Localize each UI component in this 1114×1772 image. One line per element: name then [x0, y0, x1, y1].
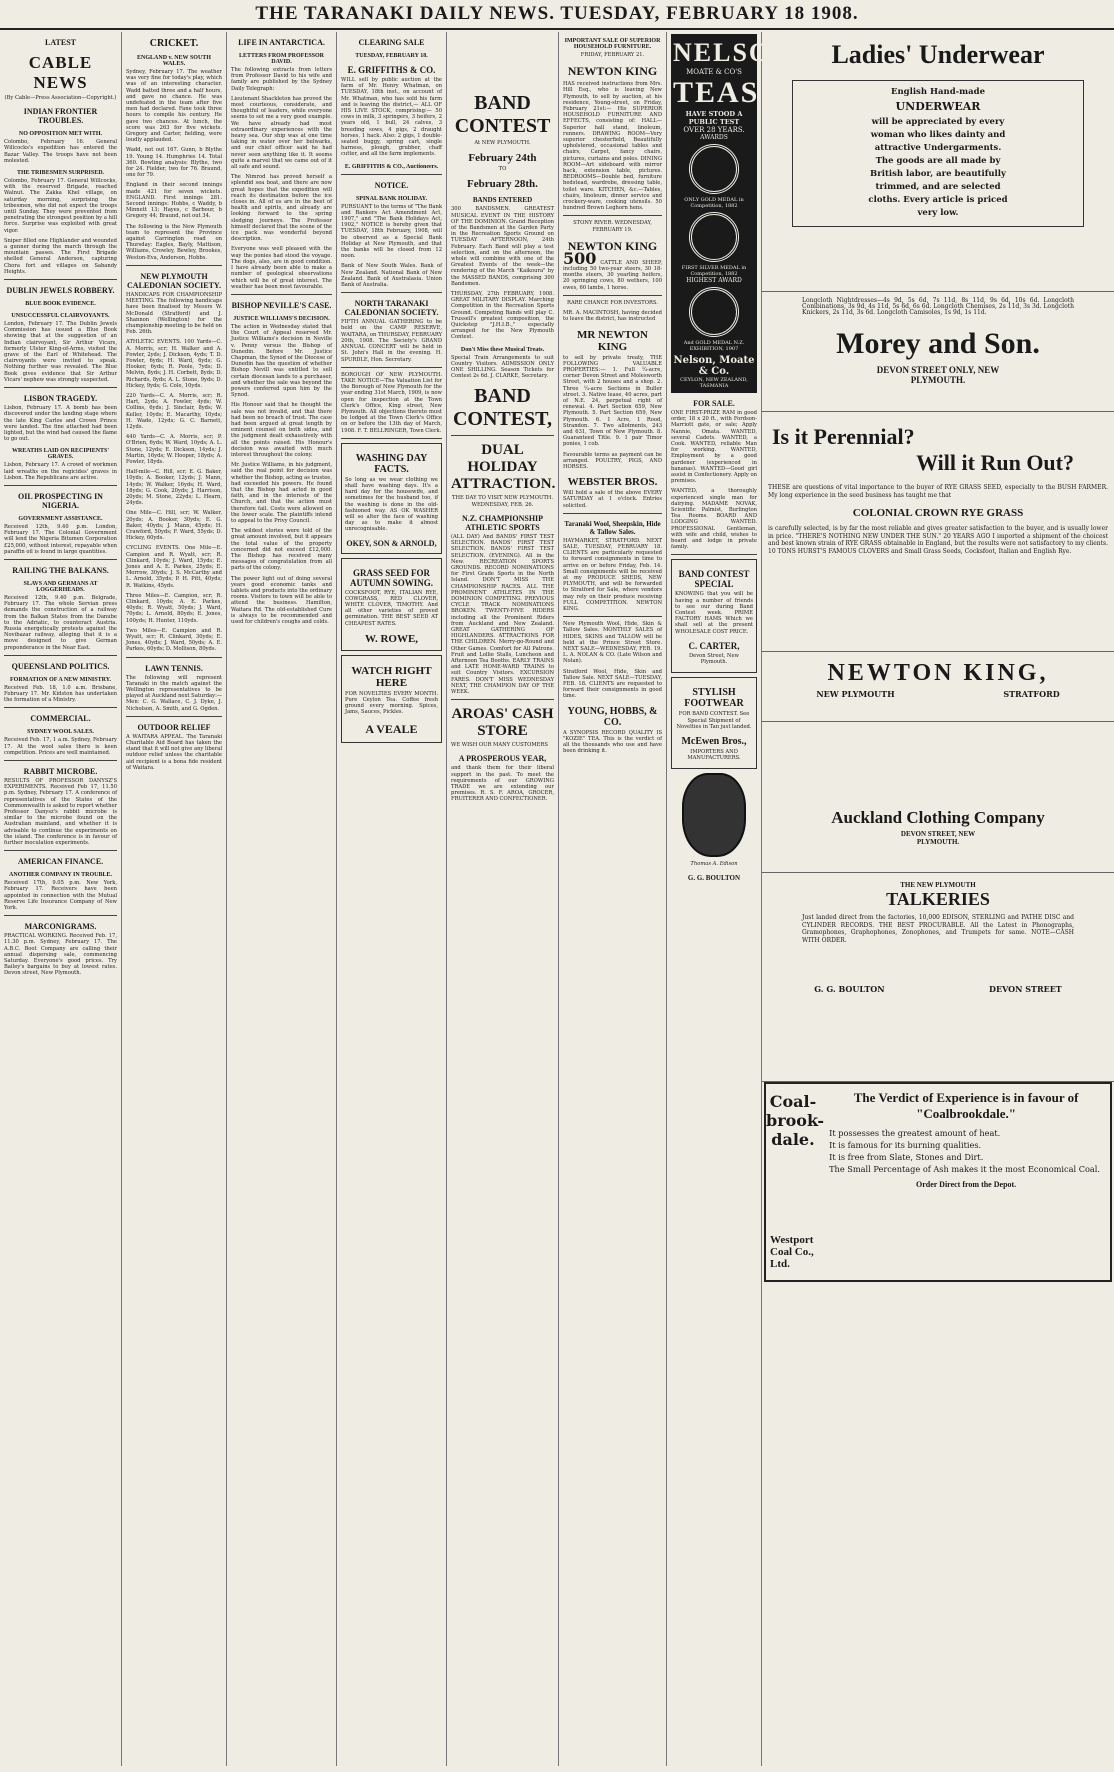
latest-label: LATEST [45, 38, 76, 47]
grass-seed-title: GRASS SEED FOR AUTUMN SOWING. [349, 567, 433, 588]
nelson-teas: TEAS [673, 76, 760, 109]
snippet: WREATHS LAID ON RECIPIENTS' GRAVES. [11, 448, 110, 461]
notice-subtitle: SPINAL BANK HOLIDAY. [355, 195, 428, 202]
medal-icon [689, 144, 739, 194]
column-nelson-teas: NELSON MOATE & CO'S TEAS HAVE STOOD A PUBLIC TEST OVER 28 YEARS. AWARDS ONLY GOLD MEDAL in Competition, 1882 FIRST SILVER MEDAL in Competition, 1882 HIGHEST AWARD And GOLD MEDAL N.Z. EXHIBITION, 1907 Nelson, Moate & Co. CEYLON, NEW ZEALAND, TASMANIA FOR SALE. ONE FIRST-PRIZE RAM in good order, 18 x 20 ft., with Fordson-Marriott gate, or sale; Apply Nannie, Omata. WANTED, several Cadets. WANTED, a Cook. WANTED, reliable Man for working. WANTED, Employment by a good gardener (experienced in bananas). WANTED—Good girl assist in Confectionery. Apply on premises. WANTED, a thoroughly experienced single man for dairying. MADAME NOVAK, Scientific Palmist, Burlington Tea Rooms. BOARD AND LODGING WANTED. PROFESSIONAL Gentleman, with wife and child, wishes to board and lodge in private family. BAND CONTEST SPECIAL KNOWING that you will be having a number of friends to see our during Band Contest week. PRIME FACTORY HAMS Which we shall sell at the present WHOLESALE COST PRICE. C. CARTER, Devon Street, New Plymouth. STYLISH FOOTWEAR FOR BAND CONTEST. See Special Shipment of Novelties in Tan just landed. McEwen Bros., IMPORTERS AND MANUFACTURERS. Thomas A. Edison G. G. BOULTON [667, 32, 762, 1766]
nelson-years: OVER 28 YEARS. [683, 126, 745, 134]
coal-verdict: The Verdict of Experience is in favour of "Coalbrookdale." [853, 1090, 1079, 1121]
bishop-neville-title: BISHOP NEVILLE'S CASE. [231, 300, 332, 310]
bishop-neville-subtitle: JUSTICE WILLIAMS'S DECISION. [233, 315, 330, 322]
auckland-clothing: Auckland Clothing Company [831, 808, 1045, 827]
newton-king-2: NEWTON KING [567, 238, 658, 253]
w-rowe: W. ROWE, [364, 632, 419, 645]
heading-oil: OIL PROSPECTING IN NIGERIA. [18, 491, 103, 510]
band-date-start: February 24th [468, 152, 537, 165]
washing-day-title: WASHING DAY FACTS. [355, 452, 428, 475]
underwear-line: will be appreciated by every [871, 117, 1005, 127]
snippet: ANOTHER COMPANY IN TROUBLE. [9, 872, 112, 879]
hand-made-label: English Hand-made [890, 87, 986, 97]
heading-commercial: COMMERCIAL. [30, 714, 91, 724]
caledonian-title: NEW PLYMOUTH CALEDONIAN SOCIETY. [127, 271, 221, 290]
boulton-name: G. G. BOULTON [814, 984, 885, 994]
c-carter: C. CARTER, [688, 640, 740, 651]
column-sale-notices: CLEARING SALE TUESDAY, FEBRUARY 18. E. GRIFFITHS & CO. WILL sell by public auction at the farm of Mr. Henry Whatman, on TUESDAY, 18th inst., on account of Mr. Whatman, who has sold his farm and is leaving the district,— ALL OF HIS LIVE STOCK, comprising:— 50 cows in milk, 3 springers, 3 heifers, 2 years old, 1 bull, 24 calves, 3 breeding sows, 4 pigs, 2 draught horses, 1 hack. Also: 2 gigs, 1 double-seated buggy, spring cart, single harness, plough, grubber, chaff cutter, and all the farm implements. E. GRIFFITHS & CO., Auctioneers. NOTICE. SPINAL BANK HOLIDAY. PURSUANT to the terms of "The Bank and Bankers Act Amendment Act, 1907," and "The Bank Holidays Act, 1902," NOTICE is hereby given that TUESDAY, 18th February, 1908, will be observed as a Special Bank Holiday at New Plymouth, and that the banks will be closed from 12 noon. Bank of New South Wales. Bank of New Zealand. National Bank of New Zealand. Bank of Australasia. Union Bank of Australia. NORTH TARANAKI CALEDONIAN SOCIETY. FIFTH ANNUAL GATHERING to be held on the CAMP RESERVE, WAITARA, on THURSDAY, FEBRUARY 20th, 1908. The Society's GRAND ANNUAL CONCERT will be held in St. John's Hall in the evening. H. SPURDLE, Hon. Secretary. BOROUGH OF NEW PLYMOUTH. TAKE NOTICE—The Valuation List for the Borough of New Plymouth for the year ending 31st March, 1909, is now open for inspection at the Town Clerk's Office, King street, New Plymouth. All objections thereto must be lodged at the Town Clerk's Office on or before the 13th day of March, 1908. F. T. BELLRINGER, Town Clerk. WASHING DAY FACTS. So long as we wear clothing we shall have washing days. It's a hard day for the housewife, and sometimes for the husband too, if the washing is done in the old-fashioned way. AS OK WASHER will so alter the face of washing day as to make it almost unrecognisable. OKEY, SON & ARNOLD, GRASS SEED FOR AUTUMN SOWING. COCKSFOOT, RYE, ITALIAN RYE, COWGRASS, RED CLOVER, WHITE CLOVER, TIMOTHY. And all other varieties of proved germination. THE BEST SEED AT CHEAPEST RATES. W. ROWE, WATCH RIGHT HERE FOR NOVELTIES EVERY MONTH. Pure Ceylon Tea. Coffee fresh ground every morning. Spices, Jams, Sauces, Pickles. A VEALE [337, 32, 447, 1766]
underwear-line: attractive Undergarments. [874, 143, 1002, 153]
mcewen-bros: McEwen Bros., [681, 735, 747, 747]
heading-american-finance: AMERICAN FINANCE. [17, 857, 104, 867]
snippet: UNSUCCESSFUL CLAIRVOYANTS. [11, 313, 110, 320]
newton-king-ad [762, 652, 1114, 722]
newton-king-1: NEWTON KING [567, 64, 658, 79]
webster-bros: WEBSTER BROS. [567, 476, 658, 489]
clearing-sale-title: CLEARING SALE [358, 38, 425, 47]
for-sale-title: FOR SALE. [693, 399, 735, 408]
newton-location-2: STRATFORD [1003, 689, 1060, 699]
cable-news-title: CABLE NEWS [28, 53, 93, 92]
column-band-contest: BAND CONTEST At NEW PLYMOUTH. February 24th TO February 28th. BANDS ENTERED 300 BANDSMEN. GREATEST MUSICAL EVENT IN THE HISTORY OF THE DOMINION. Grand Reception of the Bandsmen at the Garden Party in the Recreation Sports Ground on TUESDAY AFTERNOON, 24th February. Each Band will play a test selection, and on the afternoon, the whole will combine with one of the Greatest Events of the week—the rendering of the March "Kaikoura" by the MASSED BANDS, comprising 300 Bandsmen. THURSDAY, 27th FEBRUARY, 1908. GREAT MILITARY DISPLAY. Marching Competition in the Recreation Sports Ground. Competing Bands will play C. Trussell's greatest composition, the Quickstep "J.H.I.B.," especially arranged for the New Plymouth Contest. Don't Miss these Musical Treats. Special Train Arrangements to suit Country Visitors. ADMISSION ONLY ONE SHILLING. Season Tickets for Contest 2s 6d. J. CLARKE, Secretary. BAND CONTEST, DUAL HOLIDAY ATTRACTION. THE DAY TO VISIT NEW PLYMOUTH. WEDNESDAY, FEB. 26. N.Z. CHAMPIONSHIP ATHLETIC SPORTS (ALL DAY) And BANDS' FIRST TEST SELECTION. BANDS' FIRST TEST SELECTION. BANDS' FIRST TEST SELECTION. (EVENING). All in the New. RECREATION SPORTS GROUNDS. RECORD NOMINATIONS for First Grade Sports in the North Island. DON'T MISS THE CHAMPIONSHIP RACES. ALL THE PROMINENT ATHLETES IN THE DOMINION COMPETING. PREVIOUS CYCLE TRACK NOMINATIONS BROKEN. TWENTY-FIVE RIDERS including all the Prominent Riders from Auckland and New Zealand. GREAT GATHERING OF HIGHLANDERS. ATTRACTIONS FOR THE CHILDREN. Merry-go-Round and Other Games. Comfort for All Patrons. Fruit and Lollie Stalls, Luncheon and Afternoon Tea Booths. EARLY TRAINS and LATE HOME-WARD TRAINS to suit Country Visitors. EXCURSION FARES. DON'T MISS WEDNESDAY NEXT, THE CHAMPION DAY OF THE WEEK. AROAS' CASH STORE WE WISH OUR MANY CUSTOMERS A PROSPEROUS YEAR, and thank them for their liberal support in the past. To meet the requirements of our GROWING TRADE we are extending our premises. R. S. F. AROA, GROCER, FRUITERER AND CONFECTIONER. [447, 32, 559, 1766]
edison-portrait-icon [682, 773, 746, 857]
snippet: THE TRIBESMEN SURPRISED. [16, 170, 105, 177]
auckland-address: DEVON STREET, NEW PLYMOUTH. [900, 830, 976, 846]
snippet: BLUE BOOK EVIDENCE. [25, 301, 96, 308]
masthead-title: THE TARANAKI DAILY NEWS. TUESDAY, FEBRUARY 18 1908. [255, 3, 859, 24]
coal-order: Order Direct from the Depot. [915, 1180, 1017, 1189]
stylish-footwear: STYLISH FOOTWEAR [684, 687, 744, 710]
clearing-sale-date: TUESDAY, FEBRUARY 18. [355, 53, 428, 59]
snippet: NO OPPOSITION MET WITH. [18, 131, 103, 138]
medal-icon [689, 287, 739, 337]
coal-bullet: It is famous for its burning qualities. [829, 1140, 982, 1150]
heading-queensland: QUEENSLAND POLITICS. [11, 661, 110, 671]
antarctica-title: LIFE IN ANTARCTICA. [238, 38, 325, 47]
newton-location-1: NEW PLYMOUTH [816, 689, 895, 699]
heading-rabbit: RABBIT MICROBE. [23, 766, 98, 776]
masthead [0, 0, 1114, 30]
auckland-clothing-ad [762, 808, 1114, 868]
article-text: Colombo, February 16. General Willcocks's expedition has entered the Bazar Valley. The troops have not been molested. [4, 139, 117, 164]
underwear-line: very low. [917, 208, 959, 218]
snippet: SLAVS AND GERMANS AT LOGGERHEADS. [23, 580, 98, 593]
morey-address: DEVON STREET ONLY, NEW PLYMOUTH. [876, 364, 1000, 385]
column-cable-news: LATEST CABLE NEWS (By Cable—Press Association—Copyright.) INDIAN FRONTIER TROUBLES. NO OPPOSITION MET WITH. Colombo, February 16. General Willcocks's expedition has entered the Bazar Valley. The troops have not been molested. THE TRIBESMEN SURPRISED. Colombo, February 17. General Willcocks, with the reserved Brigade, reached Walnut. The Zakka Khel village, on saturday morning, surprising the tribesmen, who did not expect the troops until Sunday. They were prevented from penetrating the strongest position by a hill force. Surprise was exploited with great vigor. Sniper filled one Highlander and wounded a gunner during the march through the mountain passes. The First Brigade shelled General Anderson, capturing Chora fort and villages on Sabandy Heights. DUBLIN JEWELS ROBBERY. BLUE BOOK EVIDENCE. UNSUCCESSFUL CLAIRVOYANTS. London, February 17. The Dublin Jewels Commission has issued a Blue Book showing that at the suggestion of an Indian clairvoyant, Sir Arthur Vicars, formerly Ulster King-of-Arms, visited the grave of the Earl of Whitehead. The clairvoyants were invited to speak. Nothing further was revealed. The Blue Book gives evidence that Sir Arthur Vicars' nephew was strongly suspected. LISBON TRAGEDY. Lisbon, February 17. A bomb has been discovered under the landing stage where the late King Carlos and Crown Prince were landed. The fine attached had been lighted, but the wind had caused the flame to go out. WREATHS LAID ON RECIPIENTS' GRAVES. Lisbon, February 17. A crowd of workmen laid wreaths on the regicides' graves in Lisbon. The Republicans are active. OIL PROSPECTING IN NIGERIA. GOVERNMENT ASSISTANCE. Received 12th, 9.40 p.m. London, February 17. The Colonial Government will lend the Nigeria Bitumen Corporation £25,000, without interest, repayable when paraffin oil is found in large quantities. RAILING THE BALKANS. SLAVS AND GERMANS AT LOGGERHEADS. Received 12th, 9.40 p.m. Belgrade, February 17. The whole Servian press demands the construction of a railway from the Balkan States from the Danube to the Adriatic, to counteract Austria. Russia energetically protests against the Novibazar railway, alleging that it is a move designed to give German preponderance in the Near East. QUEENSLAND POLITICS. FORMATION OF A NEW MINISTRY. Received Feb. 18, 1.0 a.m. Brisbane, February 17. Mr. Kidston has undertaken the formation of a Ministry. COMMERCIAL. SYDNEY WOOL SALES. Received Feb. 17, 1 a.m. Sydney, February 17. At the wool sales there is keen competition. Prices are well maintained. RABBIT MICROBE. RESULTS OF PROFESSOR DANYSZ'S EXPERIMENTS. Received Feb 17, 11.50 p.m. Sydney, February 17. A conference of representatives of the States of the Commonwealth is asked to report whether Professor Danysz's rabbit microbe is similar to the microbe found on the Australian mainland, and whether it is advisable to continue the experiments on the island. The conference is in favour of further inoculation experiments. AMERICAN FINANCE. ANOTHER COMPANY IN TROUBLE. Received 17th, 9.05 p.m. New York, February 17. Receivers have been appointed in connection with the Mutual Reserve Life Insurance Company of New York. MARCONIGRAMS. PRACTICAL WORKING. Received Feb. 17, 11.30 p.m. Sydney, February 17. The A.B.C. Boot Company are calling their annual dispersing sale, commencing Saturday. Everyone's good prices. Try Bailey's bargains to buy at lowest rates. Devon street, New Plymouth. [0, 32, 122, 1766]
talkeries-ad: THE NEW PLYMOUTH TALKERIES Just landed direct from the factories, 10,000 EDISON, STERLING and PATHE DISC and CYLINDER RECORDS. THE BEST PROCURABLE. All the Latest in Phonographs, Gramophones, Graphophones, Zonophones, and Trumpets for same. NOTE—CASH WITH ORDER. G. G. BOULTON DEVON STREET [762, 872, 1114, 1082]
sheep-count: 500 [563, 248, 597, 268]
morey-ad: Longcloth Nightdresses—4s 9d, 5s 6d, 7s 11d, 8s 11d, 9s 6d, 10s 6d. Longcloth Combinations, 3s 9d, 4s 11d, 5s 6d, 6s 6d. Longcloth Chemises, 2s 11d, 3s 3d. Longcloth Knickers, 2s 11d, 3s 6d. Longcloth Camisoles, 1s 9d, 1s 11d. Morey and Son. DEVON STREET ONLY, NEW PLYMOUTH. [762, 292, 1114, 412]
okey-arnold: OKEY, SON & ARNOLD, [346, 538, 437, 548]
column-right-ads [762, 32, 1114, 1766]
nelson-public-test: HAVE STOOD A PUBLIC TEST [685, 110, 743, 126]
snippet: FORMATION OF A NEW MINISTRY. [10, 676, 111, 683]
coal-bullet: It possesses the greatest amount of heat. [829, 1128, 1001, 1138]
cricket-title: CRICKET. [149, 38, 199, 49]
column-antarctica: LIFE IN ANTARCTICA. LETTERS FROM PROFESSOR DAVID. The following extracts from letters from Professor David to his wife and family are published by the Sydney Daily Telegraph: Lieutenant Shackleton has proved the most courteous, considerate, and thoughtful of leaders, while everyone seems to set me a very good example. We have already had most extraordinary experiences with the heavy sea. Our ship was at one time taking in water over her bulwarks, and our chief officer said he had never seen anything like it. It seems quite a marvel that we came out of it all safe and sound. The Nimrod has proved herself a splendid sea boat, and there are now great hopes that the expedition will reach its destination before the ice closes in. All of us are in the best of health and spirits, and already are looking forward to the spring sledging journeys. The Professor himself declared that the scene of the ice pack was wonderful beyond description. Everyone was well pleased with the way the ponies had stood the voyage. The dogs, also, are in good condition. I have already been able to make a number of geological observations which will be of great interest. The weather has been most favourable. BISHOP NEVILLE'S CASE. JUSTICE WILLIAMS'S DECISION. The action in Wednesday stated that the Court of Appeal reserved Mr. Justice Williams's decision in Neville v. Penny versus the Bishop of Dunedin. Before Mr. Justice Chapman, the Synod of the Diocese of Dunedin has the question of whether Bishop Nevill was entitled to sell certain diocesan lands to a purchaser, and whether the sale was beyond the powers conferred upon him by the Synod. His Honour said that he thought the sale was not invalid, and that there had been no breach of trust. The case had been argued at great length by eminent counsel on both sides, and the judgment dealt exhaustively with all the points raised. His Honour's decision was awaited with much interest throughout the colony. Mr. Justice Williams, in his judgment, said the real point for decision was whether the Bishop, acting as trustee, had exceeded his powers. He found that the Bishop had acted in good faith, and in the interests of the Church, and that the action must therefore fail. Costs were allowed on the lower scale. The plaintiffs intend to appeal to the Privy Council. The wildest stories were told of the great amount involved, but it appears the total value of the property concerned did not exceed £12,000. The Bishop has received many messages of congratulation from all parts of the colony. The power light out of doing several years good economic tanks and tablets and products into the ordinary rooms. Visitors to town will be able to attend the business. Hamilton, Waitara Rd. The old-established Cure is always to be recommended and used for children's coughs and colds. [227, 32, 337, 1766]
underwear-line: The goods are all made by [875, 156, 1001, 166]
underwear-line: British labor, are beautifully [870, 169, 1006, 179]
column-auction: IMPORTANT SALE OF SUPERIOR HOUSEHOLD FURNITURE. FRIDAY, FEBRUARY 21. NEWTON KING HAS received instructions from Mrs. Hill Esq., who is leaving New Plymouth, to sell by auction, at his residence, Young-street, on Friday, February 21st:— His SUPERIOR HOUSEHOLD FURNITURE AND EFFECTS, consisting of: HALL—Superior hall stand, linoleum, runners. DRAWING ROOM—Very superior chesterfield, Beautifully upholstered, occasional tables and chairs, Carpet, fancy chairs, pictures, curtains and poles. DINING ROOM—Art sideboard with mirror back, extension table, pictures. BEDROOMS—Double bed, furniture bedstead, wardrobe, dressing table, toilet ware. KITCHEN, &c.—Tables, chairs, linoleum, dinner service and crockery-ware, cooking utensils. 50 hundred Brown Leghorn hens. STONY RIVER. WEDNESDAY, FEBRUARY 19. NEWTON KING 500 CATTLE AND SHEEP, including 50 two-year steers, 30 18-months steers, 30 yearling heifers, 20 springing cows, 80 wethers, 100 ewes, 60 lambs, 1 horse. RARE CHANCE FOR INVESTORS. MR. A. MACINTOSH, having decided to leave the district, has instructed MR NEWTON KING to sell by private treaty, THE FOLLOWING VALUABLE PROPERTIES:— 1. Full ¼-acre, corner Devon Street and Molesworth Street, with 2 houses and a shop. 2. Three ¼-acre Sections in Buller street. 3. Native lease, 40 acres, part of N.E. 24, perpetual right of renewal. 4. Part Section 659, New Plymouth. 5. Part Section 659, New Plymouth. 6. 1 Acre, 1 Rood, Strandon. 7. Two allotments, 243 and 631, Town of New Plymouth. 8. Guaranteed Title. 9. 1 pair Timor ponies, 1 cob. Favourable terms as payment can be arranged. POULTRY, PIGS, AND HORSES. WEBSTER BROS. Will hold a sale of the above EVERY SATURDAY at 1 o'clock. Entries solicited. Taranaki Wool, Sheepskin, Hide & Tallow Sales. HAYMARKET, STRATFORD. NEXT SALE, TUESDAY, FEBRUARY 18. CLIENTS are particularly requested to forward consignments in time to arrive on or before Friday, Feb. 14. Small consignments will be received at my PRODUCE SHEDS, NEW PLYMOUTH, and will be forwarded to Stratford for Sale, where vendors may rely on their produce receiving FULL COMPETITION. NEWTON KING. New Plymouth Wool, Hide, Skin & Tallow Sales. MONTHLY SALES of HIDES, SKINS and TALLOW will be held at the Prince Street Store. NEXT SALE—WEDNESDAY, FEB. 19. L. A. NOLAN & CO. (Late Wilson and Nolan). Stratford Wool, Hide, Skin and Tallow Sale. NEXT SALE—TUESDAY, FEB. 18. CLIENTS are requested to forward their consignments in good time. YOUNG, HOBBS, & CO. A SYNOPSIS RECORD QUALITY IS "KOZIE" TEA. This is the verdict of all the thousands who use and have been drinking it. [559, 32, 667, 1766]
heading-balkans: RAILING THE BALKANS. [12, 565, 109, 575]
devon-street: DEVON STREET [989, 984, 1062, 994]
band-date-end: February 28th. [467, 178, 538, 191]
notice-title: NOTICE. [374, 180, 409, 190]
cricket-subtitle: ENGLAND v. NEW SOUTH WALES. [137, 55, 211, 67]
aroas-cash-store: AROAS' CASH STORE [451, 706, 554, 740]
cattle-sheep: CATTLE AND SHEEP [600, 259, 661, 266]
band-contest-special: BAND CONTEST SPECIAL [678, 569, 750, 590]
watch-right-here: WATCH RIGHT HERE [351, 664, 432, 689]
g-g-boulton: G. G. BOULTON [687, 873, 741, 882]
underwear-title: Ladies' Underwear [831, 40, 1045, 69]
heading-lisbon: LISBON TRAGEDY. [23, 394, 98, 404]
morey-and-son: Morey and Son. [836, 326, 1040, 360]
heading-indian-frontier: INDIAN FRONTIER TROUBLES. [23, 107, 98, 126]
bands-entered: BANDS ENTERED [472, 196, 533, 205]
band-contest-title: BAND CONTEST [454, 92, 551, 137]
a-veale: A VEALE [365, 721, 418, 736]
run-out-question: Will it Run Out? [916, 450, 1074, 475]
talkeries: TALKERIES [886, 889, 990, 909]
nelson-brand: NELSON [673, 38, 792, 67]
nelson-firm: Nelson, Moate & Co. [673, 355, 755, 377]
coalbrookdale-brand: Coal-brook-dale. [766, 1092, 825, 1149]
rye-grass-ad: Is it Perennial? Will it Run Out? THESE are questions of vital importance to the buyer of RYE GRASS SEED, especially to the BUSH FARMER. My long experience in the seed business has taught me that COLONIAL CROWN RYE GRASS is carefully selected, is by far the most reliable and gives greater satisfaction to the buyer, and is usually lower in price. "THERE'S NOTHING NEW UNDER THE SUN." 20 YEARS AGO I imported a shipment of the choicest and best known strain of RYE GRASS obtainable in England, but the results were not satisfactory to my clients. 10 TONS HURST'S FAMOUS CLOVERS and Small Grass Seeds, Cocksfoot, Italian and English Rye. [762, 412, 1114, 652]
underwear-label: UNDERWEAR [895, 100, 981, 113]
cable-subtitle: (By Cable—Press Association—Copyright.) [4, 95, 117, 101]
colonial-crown-rye: COLONIAL CROWN RYE GRASS [852, 507, 1024, 519]
auctioneer-name: E. GRIFFITHS & CO. [347, 65, 436, 75]
tennis-title: LAWN TENNIS. [145, 663, 203, 673]
snippet: SYDNEY WOOL SALES. [27, 729, 94, 736]
column-cricket: CRICKET. ENGLAND v. NEW SOUTH WALES. Sydney, February 17. The weather was very fine for today's play, which was of an interesting character. Wadd batted three and a half hours, and gave no chance. He was undefeated in the team after five men had declared. Fane took three hours to compile his century. He gave two chances. At lunch, the score was 263 for five wickets. Gregory and Carter, fielding, were loudly applauded. Wadd, not out 167. Gunn, b Blythe 19. Young 14. Humphries 14. Total 360. Bowling analysis: Blythe, two for 24. Fielder, two for 76. Braund, one for 79. England in their second innings made 421 for seven wickets. ENGLAND. First innings 281. Second innings: Hobbs, c Waddy, b Minnett 13; Hayes, c Barbour, b Gregory 44; Braund, not out 34. The following is the New Plymouth team to represent the Province against Carrington road on Thursday: Eagles, Bayly, Mattison, Williams, Crowley, Bewley, Brookes, Weston-Eva, Anderson, Hobbs. NEW PLYMOUTH CALEDONIAN SOCIETY. HANDICAPS FOR CHAMPIONSHIP MEETING. The following handicaps have been finalised by Messrs W. McDonald (Stratford) and J. Shannon (Wellington) for the championship meeting to be held on Feb. 26th. ATHLETIC EVENTS. 100 Yards—C. A. Morris, scr; H. Walker and A. Fowler, 2yds; J. Dickson, 4yds; T. D. Fowler, 6yds; H. Ward, 6yds; G. Hooker, 6yds; R. Poole, 7yds; D. Melvin, 8yds; J. H. Corbett, 8yds; D. Richards, 8yds; A. L. Stone, 9yds; D. Hickey, 9yds; G. Cole, 10yds. 220 Yards—C. A. Morris, scr; R. Hart, 2yds; A. Fowler, 4yds; W. Collins, 6yds; J. Sinclair, 8yds; W. Keller, 10yds; E. Macarthy, 10yds; H. Wade, 12yds; G. C. Barnett, 12yds. 440 Yards—C. A. Morris, scr; P. O'Brien, 6yds; W. Ward, 10yds; A. L. Stone, 12yds; E. Dickson, 14yds; J. Martin, 16yds; W. Hooper, 18yds; A. Fowler, 18yds. Half-mile—C. Hill, scr; E. G. Baker, 10yds; A. Booker, 12yds; J. Mann, 14yds; W. Walker, 16yds; H. Ward, 18yds; G. Cook, 20yds; J. Harrison, 20yds; M. Stone, 22yds; L. Hearn, 24yds. One Mile—C. Hill, scr; W. Walker, 20yds; A. Booker, 30yds; E. G. Baker, 40yds; J. Mann, 45yds; H. Crawford, 50yds; F. Ward, 55yds; D. Hickey, 60yds. CYCLING EVENTS. One Mile—E. Campion and R. Wyatt, scr; R. Clinkard, 10yds; J. Ward, 15yds; E. Jones and A. E. Parkes, 25yds; E. Morrow, 30yds; J. S. McCarthy and L. Arnold, 35yds; P. H. Pitt, 40yds; R. Watkins, 45yds. Three Miles—E. Campion, scr; R. Clinkard, 10yds; A. E. Parkes, 40yds; R. Wyatt, 50yds; J. Ward, 70yds; L. Arnold, 80yds; E. Jones, 100yds; H. Hunter, 110yds. Two Miles—E. Campion and R. Wyatt, scr; R. Clinkard, 30yds; E. Jones, 40yds; J. Ward, 50yds; A. E. Parkes, 60yds; D. Mollison, 80yds. LAWN TENNIS. The following will represent Taranaki in the match against the Wellington representatives to be played at Auckland next Saturday:—Men: C. G. Wallace, C. J. Dyke, J. Nicholson, A. Smith, and G. Ogden. OUTDOOR RELIEF A WAITARA APPEAL. The Taranaki Charitable Aid Board has taken the stand that it will not give any liberal outdoor relief unless the charitable aid recipient is a bona fide resident of Waitara. [122, 32, 227, 1766]
underwear-line: cloths. Every article is priced [868, 195, 1008, 205]
coal-bullet: It is free from Slate, Stones and Dirt. [829, 1152, 984, 1162]
snippet: GOVERNMENT ASSISTANCE. [18, 515, 103, 522]
wool-sales-title: Taranaki Wool, Sheepskin, Hide & Tallow Sales. [564, 519, 661, 536]
perennial-question: Is it Perennial? [772, 424, 915, 449]
nelson-tea-ad: NELSON MOATE & CO'S TEAS HAVE STOOD A PUBLIC TEST OVER 28 YEARS. AWARDS ONLY GOLD MEDAL in Competition, 1882 FIRST SILVER MEDAL in Competition, 1882 HIGHEST AWARD And GOLD MEDAL N.Z. EXHIBITION, 1907 Nelson, Moate & Co. CEYLON, NEW ZEALAND, TASMANIA [671, 34, 757, 393]
westport-coal: Westport Coal Co., Ltd. [770, 1234, 814, 1270]
coalbrookdale-ad [764, 1082, 1112, 1282]
outdoor-relief-title: OUTDOOR RELIEF [137, 722, 211, 732]
underwear-line: woman who likes dainty and [870, 130, 1006, 140]
newton-king-big: NEWTON KING, [827, 660, 1049, 686]
heading-marconigrams: MARCONIGRAMS. [24, 922, 97, 932]
mr-newton-king: MR NEWTON KING [577, 328, 648, 353]
north-taranaki-title: NORTH TARANAKI CALEDONIAN SOCIETY. [344, 299, 439, 318]
medal-icon [689, 212, 739, 262]
band-contest-title-2: BAND CONTEST, [452, 385, 553, 431]
underwear-line: trimmed, and are selected [875, 182, 1001, 192]
furniture-sale-title: IMPORTANT SALE OF SUPERIOR HOUSEHOLD FURNITURE. [564, 38, 661, 50]
antarctica-subtitle: LETTERS FROM PROFESSOR DAVID. [238, 53, 324, 65]
athletic-sports: N.Z. CHAMPIONSHIP ATHLETIC SPORTS [461, 513, 544, 532]
aroas-sub: A PROSPEROUS YEAR, [458, 754, 547, 764]
heading-dublin: DUBLIN JEWELS ROBBERY. [6, 286, 115, 296]
underwear-ad [762, 32, 1114, 292]
coal-bullet: The Small Percentage of Ash makes it the most Economical Coal. [829, 1164, 1101, 1174]
young-hobbs: YOUNG, HOBBS, & CO. [567, 705, 658, 728]
dual-holiday-title: DUAL HOLIDAY ATTRACTION. [451, 442, 556, 493]
